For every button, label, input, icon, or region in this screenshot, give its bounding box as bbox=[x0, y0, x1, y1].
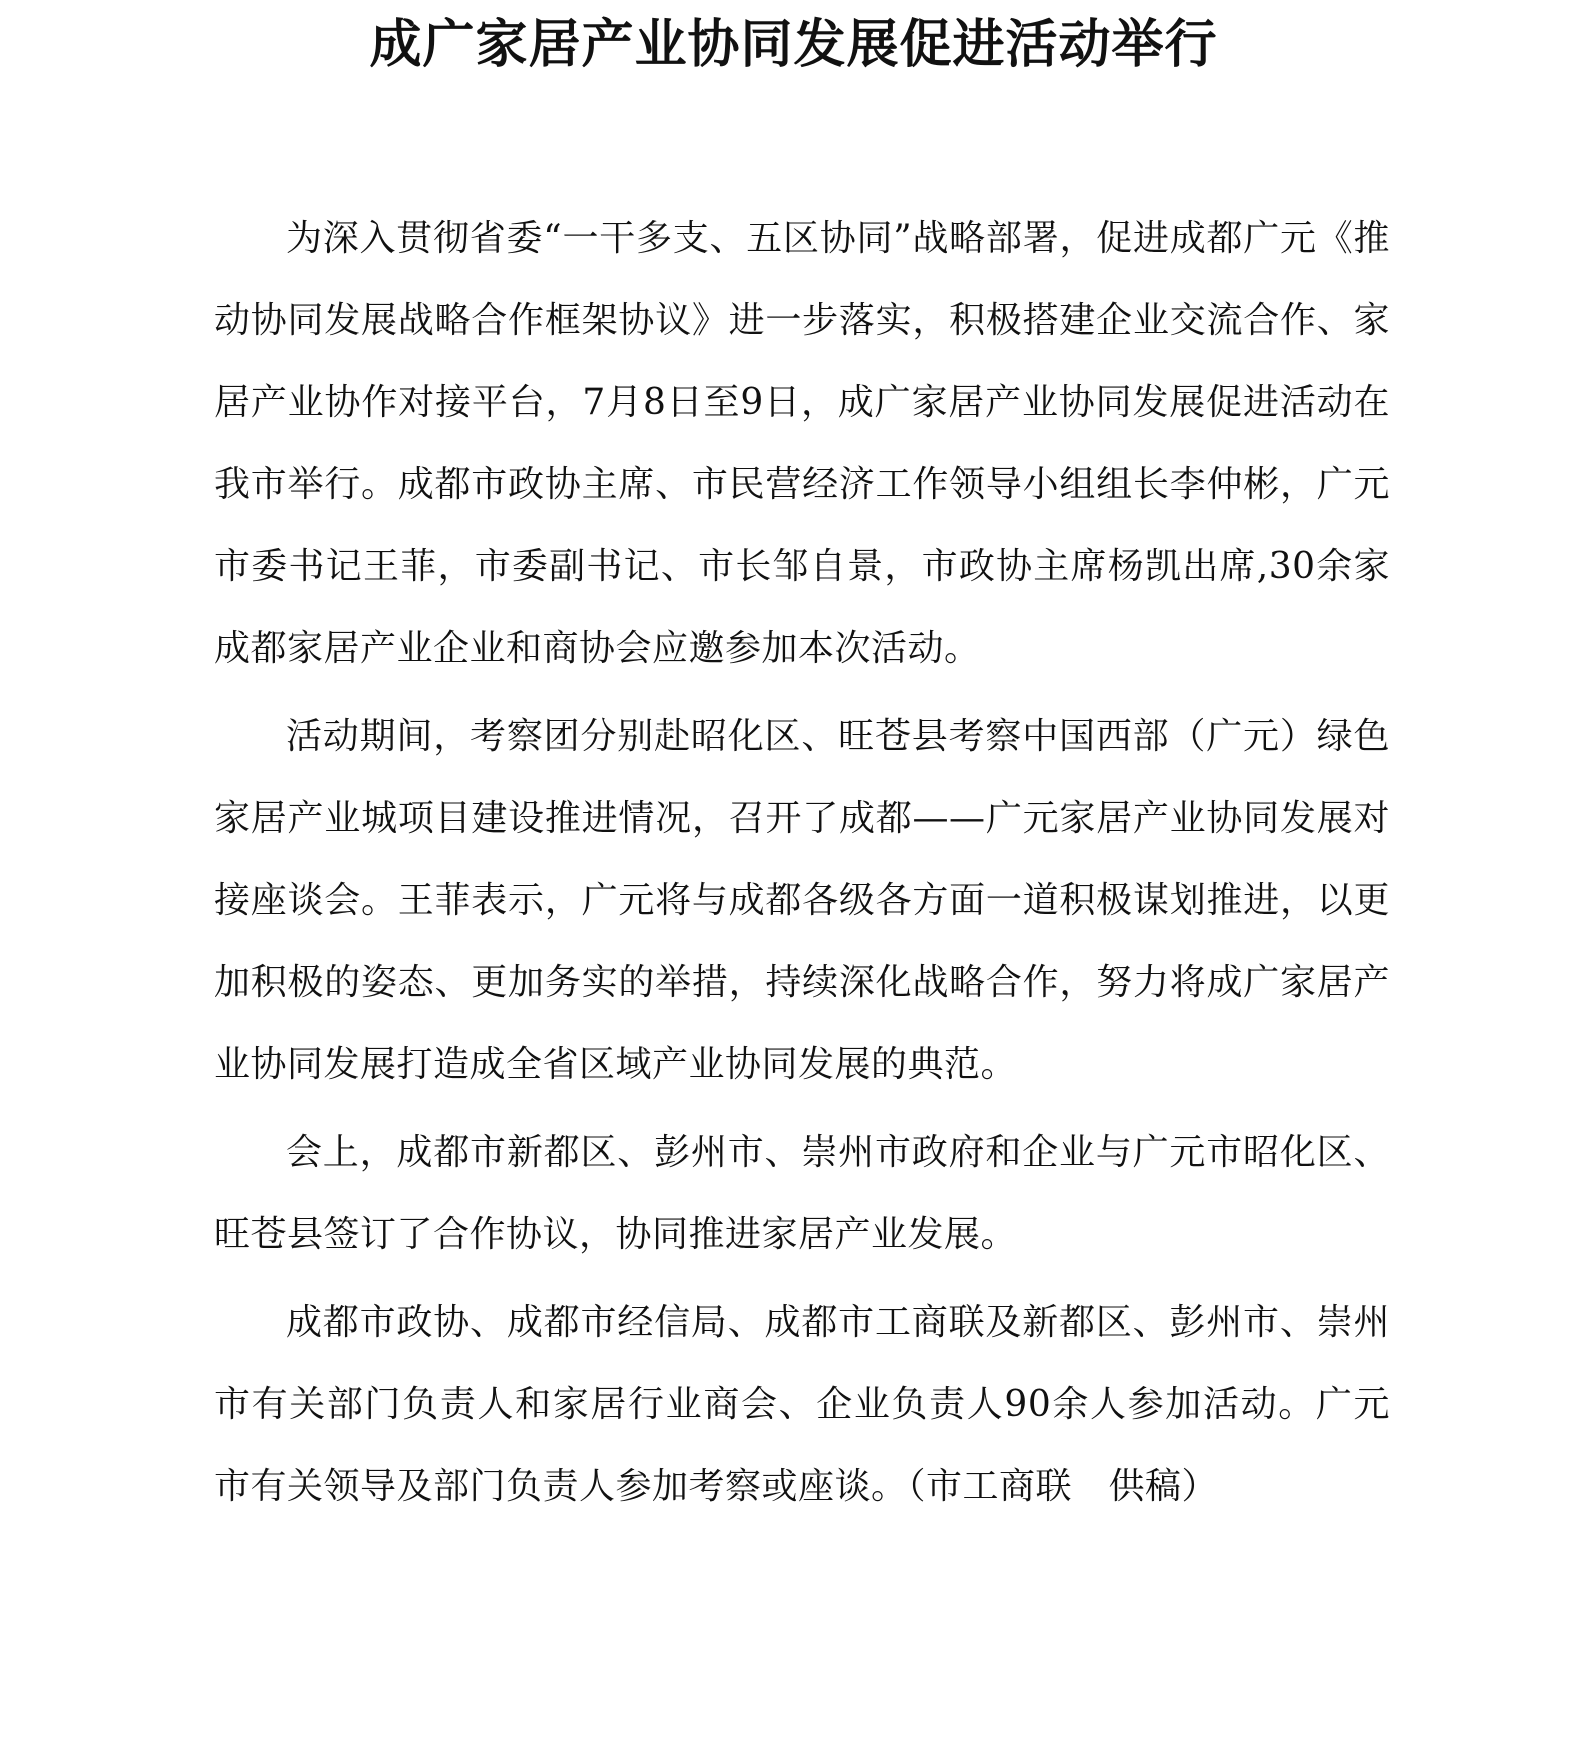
paragraph-2: 活动期间，考察团分别赴昭化区、旺苍县考察中国西部（广元）绿色家居产业城项目建设推进情况，召开了成都——广元家居产业协同发展对接座谈会。王菲表示，广元将与成都各级各方面一道积极谋划推进，以更加积极的姿态、更加务实的举措，持续深化战略合作，努力将成广家居产业协同发展打造成全省区域产业协同发展的典范。 bbox=[214, 716, 1390, 1085]
paragraph-1: 为深入贯彻省委“一干多支、五区协同”战略部署，促进成都广元《推动协同发展战略合作框架协议》进一步落实，积极搭建企业交流合作、家居产业协作对接平台，7月8日至9日，成广家居产业协同发展促进活动在我市举行。成都市政协主席、市民营经济工作领导小组组长李仲彬，广元市委书记王菲，市委副书记、市长邹自景，市政协主席杨凯出席,30余家成都家居产业企业和商协会应邀参加本次活动。 bbox=[214, 218, 1390, 669]
paragraph-4: 成都市政协、成都市经信局、成都市工商联及新都区、彭州市、崇州市有关部门负责人和家居行业商会、企业负责人90余人参加活动。广元市有关领导及部门负责人参加考察或座谈。（市工商联 供稿） bbox=[214, 1302, 1390, 1507]
article-title: 成广家居产业协同发展促进活动举行 bbox=[369, 14, 1218, 75]
paragraph-3: 会上，成都市新都区、彭州市、崇州市政府和企业与广元市昭化区、旺苍县签订了合作协议，协同推进家居产业发展。 bbox=[214, 1132, 1390, 1255]
article-body bbox=[214, 198, 1390, 1534]
